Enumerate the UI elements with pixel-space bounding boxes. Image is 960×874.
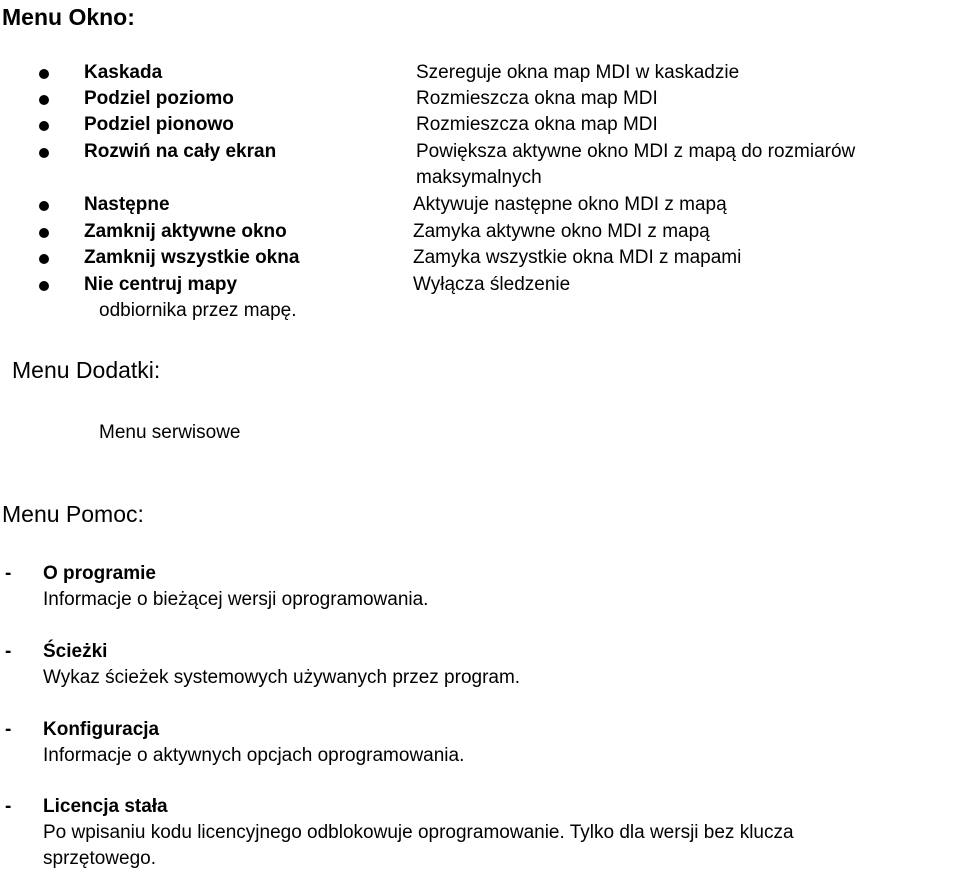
bullet-icon	[39, 254, 49, 264]
help-item-name: Konfiguracja	[43, 719, 160, 740]
bullet-icon	[39, 69, 49, 79]
menu-item-desc: Aktywuje następne okno MDI z mapą	[413, 194, 727, 215]
bullet-icon	[39, 228, 49, 238]
menu-item-name: Zamknij wszystkie okna	[84, 247, 300, 268]
dash-marker: -	[5, 719, 12, 740]
menu-item-name: Podziel pionowo	[84, 114, 234, 135]
menu-item-name: Rozwiń na cały ekran	[84, 141, 277, 162]
dash-marker: -	[5, 563, 12, 584]
menu-item-desc-continued: maksymalnych	[416, 167, 542, 188]
menu-item-desc: Rozmieszcza okna map MDI	[416, 114, 658, 135]
help-item-desc: Po wpisaniu kodu licencyjnego odblokowuje oprogramowanie. Tylko dla wersji bez klucza	[43, 822, 794, 843]
help-item-desc-continued: sprzętowego.	[43, 848, 157, 869]
dash-marker: -	[5, 796, 12, 817]
section-heading-dodatki: Menu Dodatki:	[12, 357, 161, 383]
help-item-desc: Wykaz ścieżek systemowych używanych przez program.	[43, 667, 521, 688]
menu-item-name: Podziel poziomo	[84, 88, 234, 109]
dodatki-text: Menu serwisowe	[99, 422, 241, 443]
bullet-icon	[39, 281, 49, 291]
help-item-name: O programie	[43, 563, 156, 584]
section-heading-okno: Menu Okno:	[2, 4, 135, 30]
menu-item-desc: Zamyka aktywne okno MDI z mapą	[413, 221, 710, 242]
menu-item-desc: Rozmieszcza okna map MDI	[416, 88, 658, 109]
bullet-icon	[39, 201, 49, 211]
menu-item-desc: Wyłącza śledzenie	[413, 274, 571, 295]
menu-item-desc-continued: odbiornika przez mapę.	[99, 300, 297, 321]
help-item-name: Ścieżki	[43, 641, 108, 662]
menu-item-name: Następne	[84, 194, 170, 215]
bullet-icon	[39, 121, 49, 131]
menu-item-name: Kaskada	[84, 62, 163, 83]
menu-item-desc: Szereguje okna map MDI w kaskadzie	[416, 62, 740, 83]
menu-item-name: Nie centruj mapy	[84, 274, 238, 295]
bullet-icon	[39, 148, 49, 158]
dash-marker: -	[5, 641, 12, 662]
menu-item-name: Zamknij aktywne okno	[84, 221, 287, 242]
section-heading-pomoc: Menu Pomoc:	[2, 501, 144, 527]
menu-item-desc: Powiększa aktywne okno MDI z mapą do rozmiarów	[416, 141, 856, 162]
help-item-desc: Informacje o bieżącej wersji oprogramowania.	[43, 589, 429, 610]
menu-item-desc: Zamyka wszystkie okna MDI z mapami	[413, 247, 742, 268]
bullet-icon	[39, 95, 49, 105]
help-item-desc: Informacje o aktywnych opcjach oprogramowania.	[43, 745, 465, 766]
help-item-name: Licencja stała	[43, 796, 168, 817]
